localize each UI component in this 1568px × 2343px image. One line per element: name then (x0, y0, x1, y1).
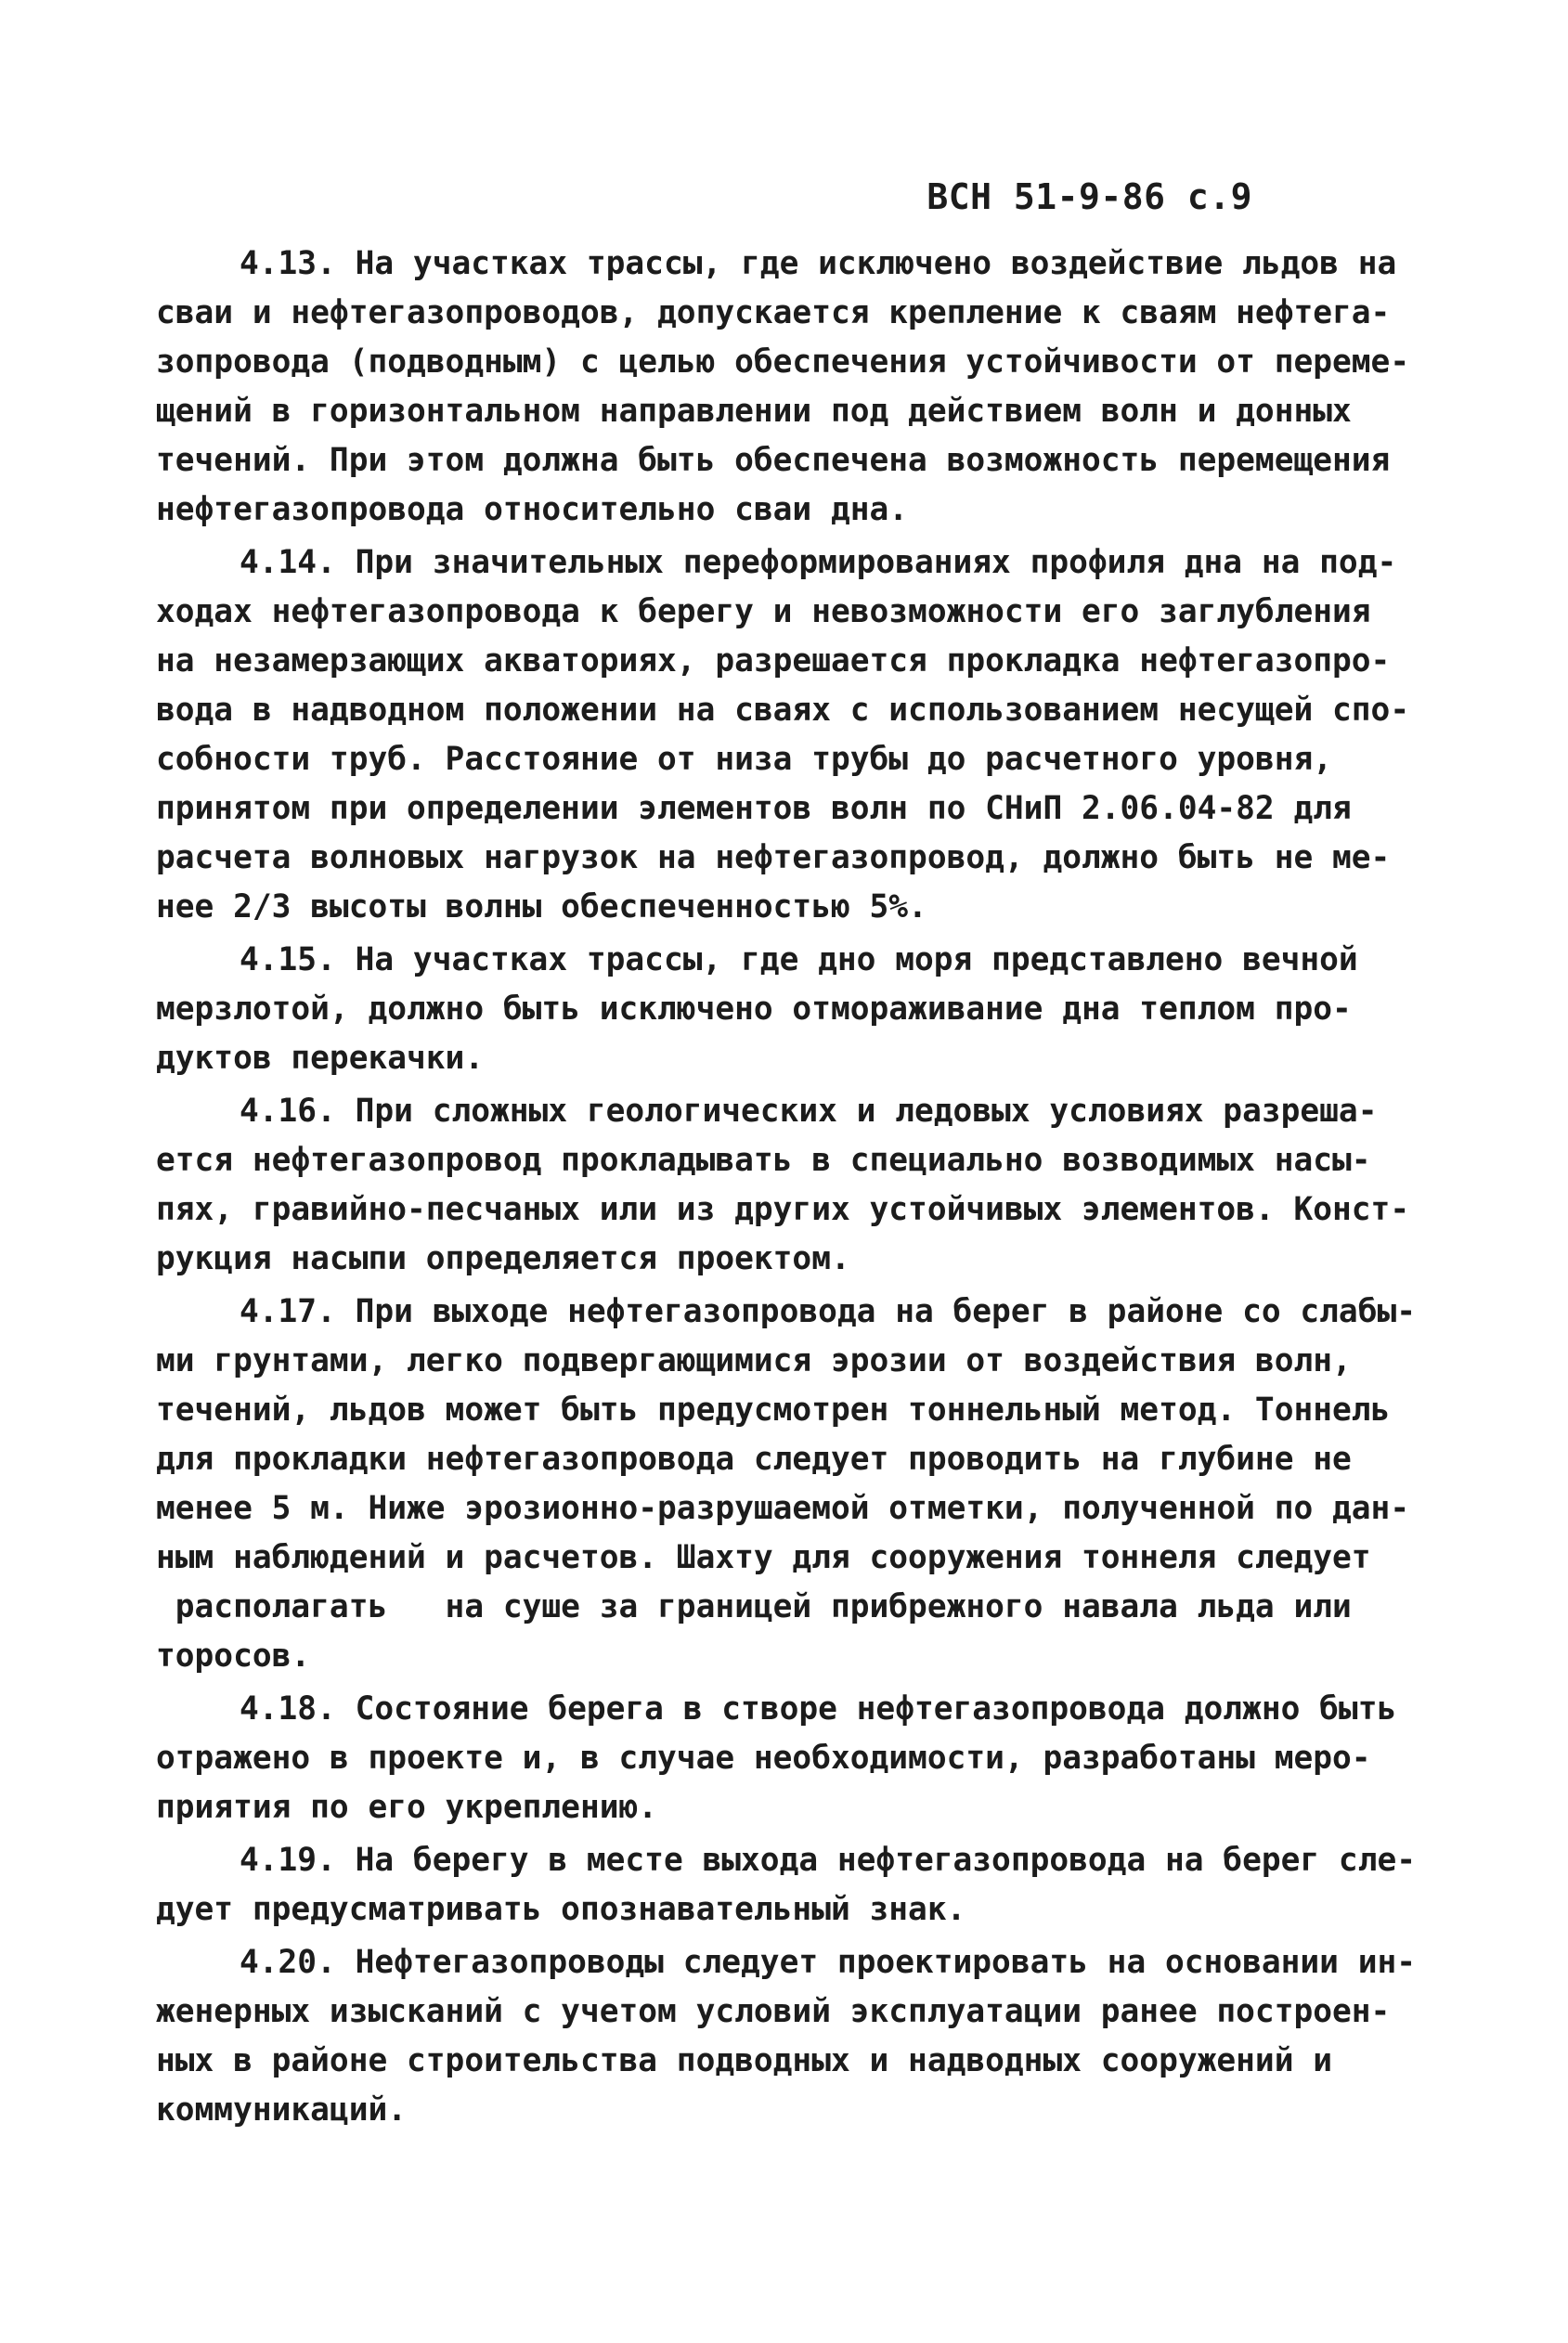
text-line: течений. При этом должна быть обеспечена возможность перемещения (156, 442, 1391, 479)
document-body (156, 239, 1437, 2139)
text-line: 4.20. Нефтегазопроводы следует проектировать на основании ин- (240, 1944, 1417, 1981)
text-line: женерных изысканий с учетом условий эксплуатации ранее построен- (156, 1993, 1391, 2030)
paragraph-4-14 (156, 538, 1437, 932)
text-line: 4.16. При сложных геологических и ледовых условиях разреша- (240, 1093, 1378, 1130)
text-line: ным наблюдений и расчетов. Шахту для сооружения тоннеля следует (156, 1539, 1371, 1576)
text-line: щений в горизонтальном направлении под действием волн и донных (156, 393, 1352, 430)
text-line: расчета волновых нагрузок на нефтегазопровод, должно быть не ме- (156, 839, 1391, 876)
text-line: зопровода (подводным) с целью обеспечения устойчивости от переме- (156, 343, 1410, 381)
text-line: вода в надводном положении на сваях с использованием несущей спо- (156, 692, 1410, 729)
text-line: приятия по его укреплению. (156, 1789, 658, 1826)
text-line: сваи и нефтегазопроводов, допускается крепление к сваям нефтега- (156, 294, 1391, 331)
text-line: 4.18. Состояние берега в створе нефтегазопровода должно быть (240, 1690, 1397, 1728)
text-line: располагать на суше за границей прибрежного навала льда или (156, 1588, 1352, 1625)
text-line: нее 2/3 высоты волны обеспеченностью 5%. (156, 888, 927, 926)
text-line: собности труб. Расстояние от низа трубы до расчетного уровня, (156, 741, 1333, 778)
text-line: пях, гравийно-песчаных или из других устойчивых элементов. Конст- (156, 1191, 1410, 1228)
text-line: нефтегазопровода относительно сваи дна. (156, 491, 909, 528)
text-line: 4.15. На участках трассы, где дно моря представлено вечной (240, 941, 1358, 978)
paragraph-4-13 (156, 239, 1437, 535)
text-line: дуктов перекачки. (156, 1040, 485, 1077)
text-line: рукция насыпи определяется проектом. (156, 1240, 850, 1277)
text-line: ется нефтегазопровод прокладывать в специально возводимых насы- (156, 1142, 1371, 1179)
text-line: коммуникаций. (156, 2091, 408, 2129)
paragraph-4-17 (156, 1288, 1437, 1681)
text-line: мерзлотой, должно быть исключено отмораживание дна теплом про- (156, 990, 1352, 1028)
text-line: торосов. (156, 1638, 311, 1675)
text-line: ных в районе строительства подводных и надводных сооружений и (156, 2042, 1333, 2079)
text-line: 4.17. При выходе нефтегазопровода на берег в районе со слабы- (240, 1293, 1417, 1330)
paragraph-4-19 (156, 1836, 1437, 1935)
paragraph-4-16 (156, 1087, 1437, 1284)
text-line: менее 5 м. Ниже эрозионно-разрушаемой отметки, полученной по дан- (156, 1490, 1410, 1527)
text-line: 4.13. На участках трассы, где исключено воздействие льдов на (240, 245, 1397, 282)
text-line: ходах нефтегазопровода к берегу и невозможности его заглубления (156, 593, 1371, 630)
text-line: дует предусматривать опознавательный знак. (156, 1891, 966, 1928)
text-line: на незамерзающих акваториях, разрешается прокладка нефтегазопро- (156, 642, 1391, 680)
text-line: отражено в проекте и, в случае необходимости, разработаны меро- (156, 1740, 1371, 1777)
text-line: для прокладки нефтегазопровода следует проводить на глубине не (156, 1441, 1352, 1478)
text-line: ми грунтами, легко подвергающимися эрозии от воздействия волн, (156, 1342, 1352, 1379)
paragraph-4-15 (156, 936, 1437, 1083)
text-line: 4.14. При значительных переформированиях профиля дна на под- (240, 544, 1397, 581)
text-line: принятом при определении элементов волн по СНиП 2.06.04-82 для (156, 790, 1352, 827)
text-line: течений, льдов может быть предусмотрен тоннельный метод. Тоннель (156, 1392, 1391, 1429)
page-header-code: ВСН 51-9-86 с.9 (927, 176, 1252, 217)
paragraph-4-18 (156, 1685, 1437, 1832)
text-line: 4.19. На берегу в месте выхода нефтегазопровода на берег сле- (240, 1842, 1417, 1879)
paragraph-4-20 (156, 1938, 1437, 2135)
